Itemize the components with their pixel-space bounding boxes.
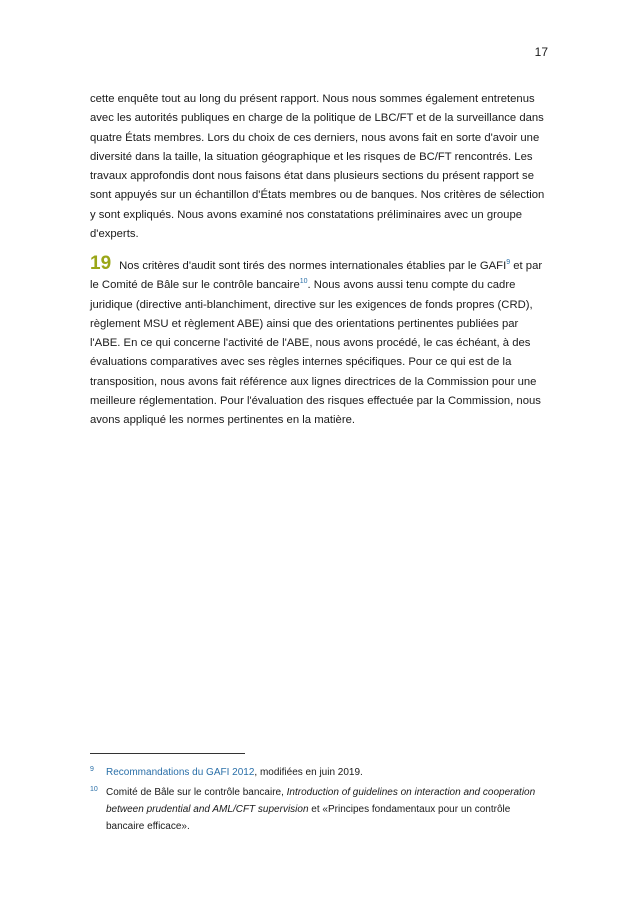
- paragraph-19-text-a: Nos critères d'audit sont tirés des normes internationales établies par le GAFI: [119, 260, 507, 272]
- footnote-9-rest: , modifiées en juin 2019.: [254, 767, 363, 778]
- gafi-recommendations-link[interactable]: Recommandations du GAFI 2012: [106, 767, 255, 778]
- footnote-number: 9: [90, 766, 94, 773]
- footnote-10: [90, 784, 550, 835]
- footnote-10-body: [106, 784, 550, 835]
- paragraph-19-text-b: et par le Comité de Bâle sur le contrôle bancaire: [90, 260, 543, 292]
- footnote-10-suffix: et «Principes fondamentaux pour un contrôle bancaire efficace».: [106, 804, 511, 832]
- footnote-number: 10: [90, 786, 98, 793]
- footnote-ref-9[interactable]: 9: [506, 259, 511, 267]
- paragraph-19: [90, 254, 550, 431]
- intro-paragraph-text: cette enquête tout au long du présent rapport. Nous nous sommes également entretenus avec les autorités publiques en charge de la politique de LBC/FT et de la surveillance dans quatre États membres. Lors du choix de ces derniers, nous avons fait en sorte d'avoir une diversité dans la taille, la situation géographique et les risques de BC/FT rencontrés. Les travaux approfondis dont nous faisons état dans plusieurs sections du présent rapport se sont appuyés sur un échantillon d'États membres ou de banques. Nos critères de sélection y sont expliqués. Nous avons examiné nos constatations préliminaires avec un groupe d'experts.: [90, 93, 545, 241]
- footnote-separator: [90, 753, 245, 754]
- footnote-10-italic-title: Introduction of guidelines on interaction and cooperation between prudential and AML/CFT supervision: [106, 787, 536, 815]
- footnote-9: [90, 764, 550, 781]
- footnote-9-body: [106, 764, 550, 781]
- paragraph-number: 19: [90, 253, 112, 274]
- page-number: 17: [534, 45, 548, 59]
- footnote-10-prefix: Comité de Bâle sur le contrôle bancaire,: [106, 787, 287, 798]
- paragraph-19-text-c: . Nous avons aussi tenu compte du cadre juridique (directive anti-blanchiment, directive sur les exigences de fonds propres (CRD), règlement MSU et règlement ABE) ainsi que des orientations pertinentes publiées par l'ABE. En ce qui concerne l'activité de l'ABE, nous avons procédé, le cas échéant, à des évaluations comparatives avec ses règles internes spécifiques. Pour ce qui est de la transposition, nous avons fait référence aux lignes directrices de la Commission pour une meilleure réglementation. Pour l'évaluation des risques effectuée par la Commission, nous avons appliqué les normes pertinentes en la matière.: [90, 279, 541, 427]
- intro-paragraph: [90, 90, 550, 244]
- footnote-ref-10[interactable]: 10: [299, 278, 308, 286]
